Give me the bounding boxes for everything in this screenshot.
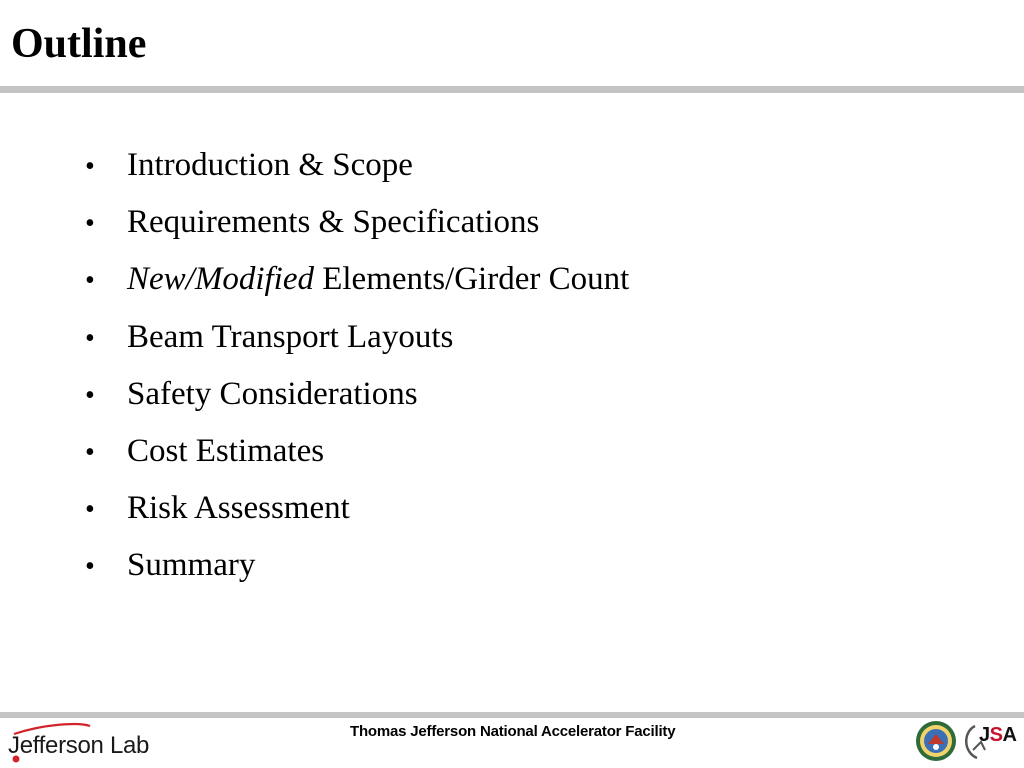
- bullet-label: Elements/Girder Count: [313, 261, 630, 298]
- bullet-item: [85, 137, 629, 194]
- bullet-glyph: •: [85, 379, 95, 411]
- jsa-letters: JSA: [979, 724, 1017, 746]
- bullet-text: [127, 137, 413, 194]
- footer-facility-name: Thomas Jefferson National Accelerator Facility: [350, 723, 676, 740]
- jefferson-lab-logo: [4, 722, 164, 766]
- bullet-text: [127, 309, 453, 366]
- bullet-text: [127, 194, 539, 251]
- bullet-label: Cost Estimates: [127, 432, 325, 469]
- bullet-italic-prefix: New/Modified: [127, 261, 314, 298]
- slide-title: Outline: [11, 21, 147, 67]
- bullet-item: [85, 194, 629, 251]
- bullet-text: [127, 251, 629, 308]
- bullet-glyph: •: [85, 265, 95, 297]
- bullet-label: Introduction & Scope: [127, 147, 413, 183]
- bullet-label: Beam Transport Layouts: [127, 318, 454, 355]
- bullet-item: [85, 309, 629, 366]
- jsa-wordmark: [979, 723, 1016, 747]
- jefferson-lab-wordmark: Jefferson Lab: [8, 732, 150, 759]
- bullet-item: [85, 366, 629, 423]
- bullet-text: [127, 423, 324, 480]
- bullet-glyph: •: [85, 151, 95, 182]
- bullet-item: [85, 480, 629, 537]
- bullet-text: [127, 366, 418, 423]
- bullet-glyph: •: [85, 494, 95, 526]
- bullet-item: [85, 251, 629, 308]
- bullet-label: Requirements & Specifications: [127, 204, 540, 241]
- bullet-glyph: •: [85, 551, 95, 583]
- title-divider: [0, 86, 1024, 93]
- bullet-glyph: •: [85, 322, 95, 354]
- bullet-list: [85, 137, 629, 595]
- footer-divider: [0, 712, 1024, 718]
- doe-seal-icon: [915, 720, 957, 762]
- bullet-item: [85, 537, 629, 594]
- bullet-label: Risk Assessment: [127, 490, 350, 527]
- jsa-logo: [961, 720, 1021, 764]
- bullet-text: [127, 537, 255, 594]
- bullet-glyph: •: [85, 436, 95, 468]
- bullet-glyph: •: [85, 208, 95, 240]
- bullet-text: [127, 480, 350, 537]
- bullet-label: Safety Considerations: [127, 375, 418, 412]
- bullet-item: [85, 423, 629, 480]
- bullet-label: Summary: [127, 547, 256, 584]
